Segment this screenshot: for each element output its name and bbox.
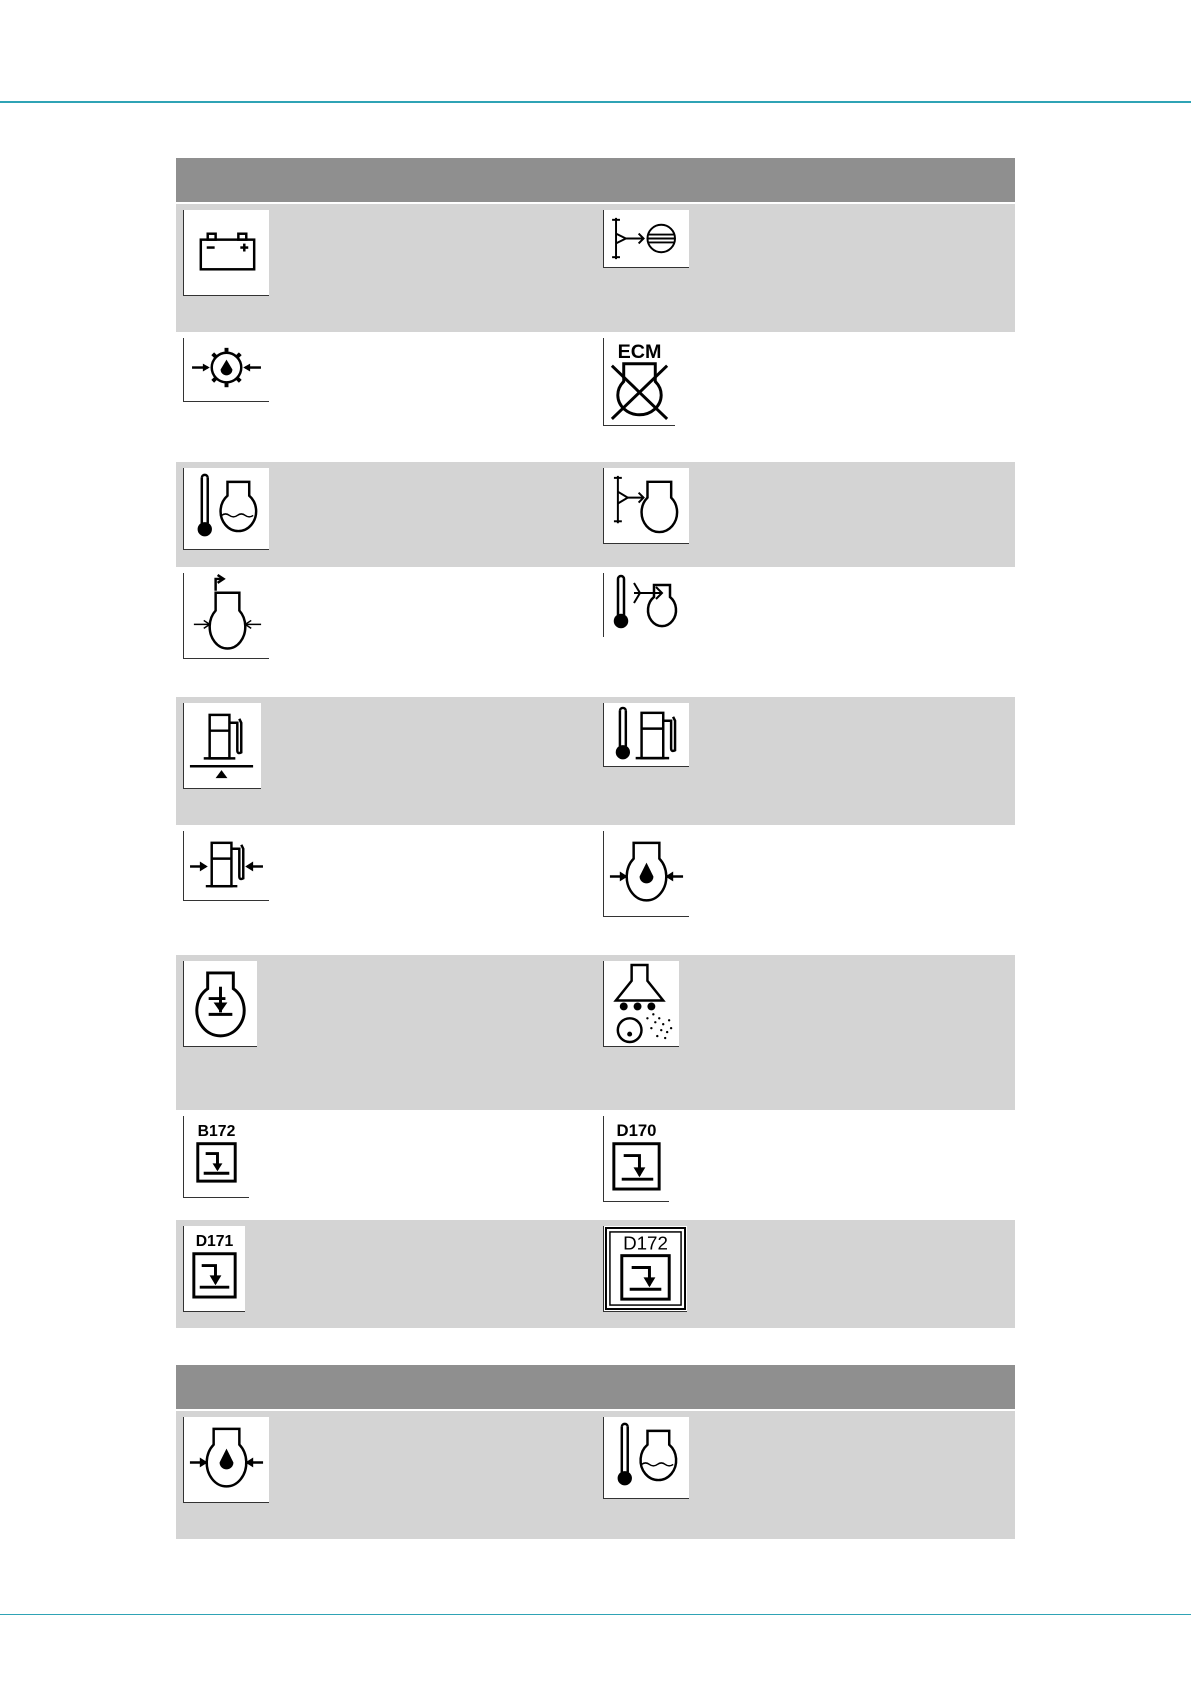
engine-oil-pressure-icon <box>603 831 689 917</box>
secondary-icon-table <box>176 1365 1015 1539</box>
table-row <box>176 1110 1015 1220</box>
d170-code-icon <box>603 1116 669 1202</box>
aftertreatment-spray-icon <box>603 961 679 1047</box>
table-row <box>176 332 1015 462</box>
engine-oil-pressure-icon <box>183 1417 269 1503</box>
table-row <box>176 825 1015 955</box>
bottom-rule <box>0 1614 1191 1615</box>
coolant-temperature-icon <box>603 1417 689 1499</box>
fuel-pressure-icon <box>183 831 269 901</box>
oil-pressure-gear-icon <box>183 338 269 402</box>
d172-label: D172 <box>623 1232 668 1254</box>
table-row <box>176 462 1015 567</box>
table-row <box>176 1411 1015 1539</box>
d171-code-icon <box>183 1226 245 1312</box>
ecm-fault-icon <box>603 338 675 426</box>
top-rule <box>0 101 1191 103</box>
table-row <box>176 955 1015 1110</box>
air-intake-engine-icon <box>603 468 689 544</box>
warning-icon-table <box>176 158 1015 1328</box>
crankcase-pressure-icon <box>183 573 269 659</box>
table-header <box>176 1365 1015 1411</box>
battery-icon <box>183 210 269 296</box>
fuel-level-icon <box>183 703 261 789</box>
d172-code-icon <box>603 1226 687 1312</box>
b172-code-icon <box>183 1116 249 1198</box>
fuel-temperature-icon <box>603 703 689 767</box>
b172-label: B172 <box>197 1122 236 1140</box>
d171-label: D171 <box>195 1232 234 1250</box>
ecm-label: ECM <box>617 340 662 363</box>
coolant-temperature-icon <box>183 468 269 550</box>
table-row <box>176 1220 1015 1328</box>
exhaust-particulate-icon <box>603 210 689 268</box>
table-row <box>176 567 1015 697</box>
intake-air-temperature-icon <box>603 573 690 637</box>
table-row <box>176 204 1015 332</box>
table-row <box>176 697 1015 825</box>
engine-derate-icon <box>183 961 257 1047</box>
table-header <box>176 158 1015 204</box>
d170-label: D170 <box>616 1120 657 1140</box>
